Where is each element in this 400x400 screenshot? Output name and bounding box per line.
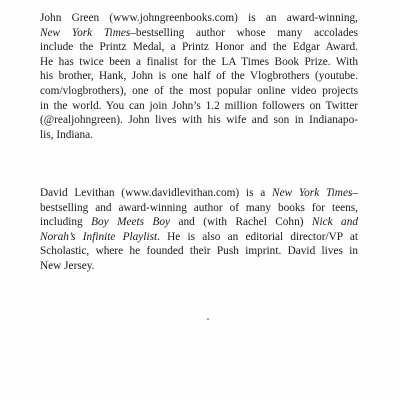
text-run: John Green (www.johngreenbooks.com) is an award-winning,	[40, 12, 358, 24]
text-line	[40, 11, 358, 26]
text-line	[40, 128, 358, 143]
text-line	[40, 113, 358, 128]
text-run: and (with Rachel Cohn)	[170, 216, 312, 229]
text-run: (@realjohngreen). John lives with his wife and son in Indianapo-	[40, 114, 358, 127]
italic-title: New York Times	[40, 26, 131, 39]
john-green-bio	[40, 11, 358, 142]
text-line	[40, 201, 358, 216]
david-levithan-bio	[40, 186, 358, 274]
text-run: including	[40, 216, 92, 229]
text-run: New Jersey.	[40, 259, 95, 272]
text-line	[40, 26, 358, 41]
text-run: . He is also an editorial director/VP at	[157, 230, 358, 243]
text-line	[40, 99, 358, 114]
text-line	[40, 259, 358, 274]
text-line	[40, 69, 358, 84]
text-run: He has twice been a finalist for the LA Times Book Prize. With	[40, 55, 358, 68]
italic-title: Boy Meets Boy	[91, 216, 171, 229]
italic-title: New York Times	[272, 187, 353, 199]
text-run: bestselling and award-winning author of many books for teens,	[40, 201, 358, 214]
italic-title: Nick and	[311, 216, 358, 229]
text-run: include the Printz Medal, a Printz Honor and the Edgar Award.	[40, 41, 358, 54]
text-line	[40, 40, 358, 55]
text-line	[40, 215, 358, 230]
text-line	[40, 186, 358, 201]
text-run: lis, Indiana.	[40, 128, 94, 141]
page-speck	[207, 318, 209, 320]
text-line	[40, 55, 358, 70]
text-run: –	[352, 187, 359, 199]
text-line	[40, 230, 358, 245]
text-line	[40, 244, 358, 259]
italic-title: Norah’s Infinite Playlist	[40, 230, 158, 243]
text-line	[40, 84, 358, 99]
text-run: his brother, Hank, John is one half of the Vlogbrothers (youtube.	[40, 70, 358, 83]
text-run: in the world. You can join John’s 1.2 million followers on Twitter	[40, 99, 358, 112]
text-run: com/vlogbrothers), one of the most popular online video projects	[40, 84, 358, 97]
text-run: Scholastic, where he founded their Push imprint. David lives in	[40, 245, 358, 258]
text-run: –bestselling author whose many accolades	[130, 26, 359, 39]
text-run: David Levithan (www.davidlevithan.com) is a	[40, 187, 273, 199]
